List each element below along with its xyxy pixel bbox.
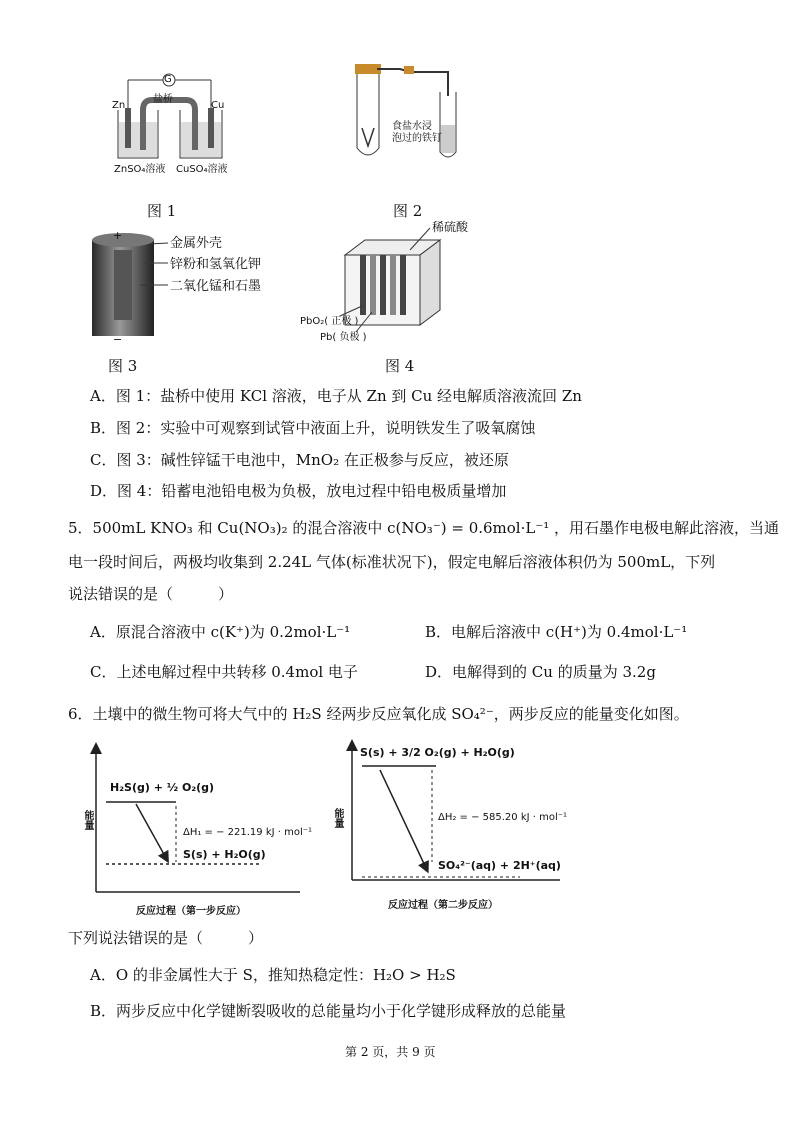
- q5-option-a: A．原混合溶液中 c(K⁺)为 0.2mol·L⁻¹: [90, 623, 351, 641]
- step1-products: S(s) + H₂O(g): [183, 848, 266, 861]
- cuso4-label: CuSO₄溶液: [176, 164, 228, 175]
- q6-prompt: 下列说法错误的是（ ）: [68, 929, 264, 947]
- q5-option-d: D．电解得到的 Cu 的质量为 3.2g: [425, 663, 656, 681]
- mno2-graphite-label: 二氧化锰和石墨: [170, 279, 262, 294]
- q5-option-b: B．电解后溶液中 c(H⁺)为 0.4mol·L⁻¹: [425, 623, 688, 641]
- q4-option-b: B．图 2：实验中可观察到试管中液面上升，说明铁发生了吸氧腐蚀: [90, 419, 536, 437]
- nail-label-line-2: 泡过的铁钉: [392, 133, 442, 144]
- step1-reactants: H₂S(g) + ½ O₂(g): [110, 781, 215, 794]
- figure-2-caption: 图 2: [393, 202, 423, 220]
- figure-1-caption: 图 1: [147, 202, 177, 220]
- metal-shell-label: 金属外壳: [170, 236, 223, 251]
- step1-x-label: 反应过程（第一步反应）: [136, 906, 246, 917]
- q6-option-b: B．两步反应中化学键断裂吸收的总能量均小于化学键形成释放的总能量: [90, 1002, 567, 1020]
- galvanometer-label: G: [164, 74, 172, 85]
- q5-stem-line-3: 说法错误的是（ ）: [68, 585, 234, 603]
- step2-delta-h: ΔH₂ = − 585.20 kJ · mol⁻¹: [438, 812, 568, 823]
- q5-option-c: C．上述电解过程中共转移 0.4mol 电子: [90, 663, 358, 681]
- step2-reactants: S(s) + 3/2 O₂(g) + H₂O(g): [360, 746, 515, 759]
- znso4-label: ZnSO₄溶液: [114, 164, 166, 175]
- q5-stem-line-2: 电一段时间后，两极均收集到 2.24L 气体(标准状况下)，假定电解后溶液体积仍为 500mL，下列: [68, 553, 716, 571]
- q4-option-d: D．图 4：铅蓄电池铅电极为负极，放电过程中铅电极质量增加: [90, 482, 507, 500]
- step2-products: SO₄²⁻(aq) + 2H⁺(aq): [438, 859, 561, 872]
- energy-axis-label-1: 能量: [82, 810, 93, 830]
- q4-option-a: A．图 1：盐桥中使用 KCl 溶液，电子从 Zn 到 Cu 经电解质溶液流回 Zn: [90, 387, 582, 405]
- q6-option-a: A．O 的非金属性大于 S，推知热稳定性：H₂O > H₂S: [90, 966, 456, 984]
- step1-delta-h: ΔH₁ = − 221.19 kJ · mol⁻¹: [183, 827, 313, 838]
- q6-stem: 6．土壤中的微生物可将大气中的 H₂S 经两步反应氧化成 SO₄²⁻，两步反应的能量变化如图。: [68, 705, 689, 723]
- pb-negative-label: Pb( 负极 ): [320, 332, 367, 343]
- zn-electrode-label: Zn: [112, 100, 126, 111]
- page-footer: 第 2 页，共 9 页: [345, 1045, 436, 1059]
- positive-terminal-label: +: [113, 229, 123, 242]
- figure-3-caption: 图 3: [108, 357, 138, 375]
- step2-x-label: 反应过程（第二步反应）: [388, 900, 498, 911]
- nail-label-line-1: 食盐水浸: [392, 121, 432, 132]
- q4-option-c: C．图 3：碱性锌锰干电池中，MnO₂ 在正极参与反应，被还原: [90, 451, 509, 469]
- figure-4-caption: 图 4: [385, 357, 415, 375]
- negative-terminal-label: −: [113, 333, 123, 346]
- dilute-sulfuric-acid-label: 稀硫酸: [432, 220, 469, 234]
- energy-axis-label-2: 能量: [332, 808, 343, 828]
- zinc-koh-label: 锌粉和氢氧化钾: [170, 257, 262, 272]
- q5-stem-line-1: 5．500mL KNO₃ 和 Cu(NO₃)₂ 的混合溶液中 c(NO₃⁻) = 0.6mol·L⁻¹ ，用石墨作电极电解此溶液，当通: [68, 519, 780, 537]
- cu-electrode-label: Cu: [211, 100, 225, 111]
- pbo2-positive-label: PbO₂( 正极 ): [300, 316, 359, 327]
- salt-bridge-label: 盐桥: [153, 94, 173, 105]
